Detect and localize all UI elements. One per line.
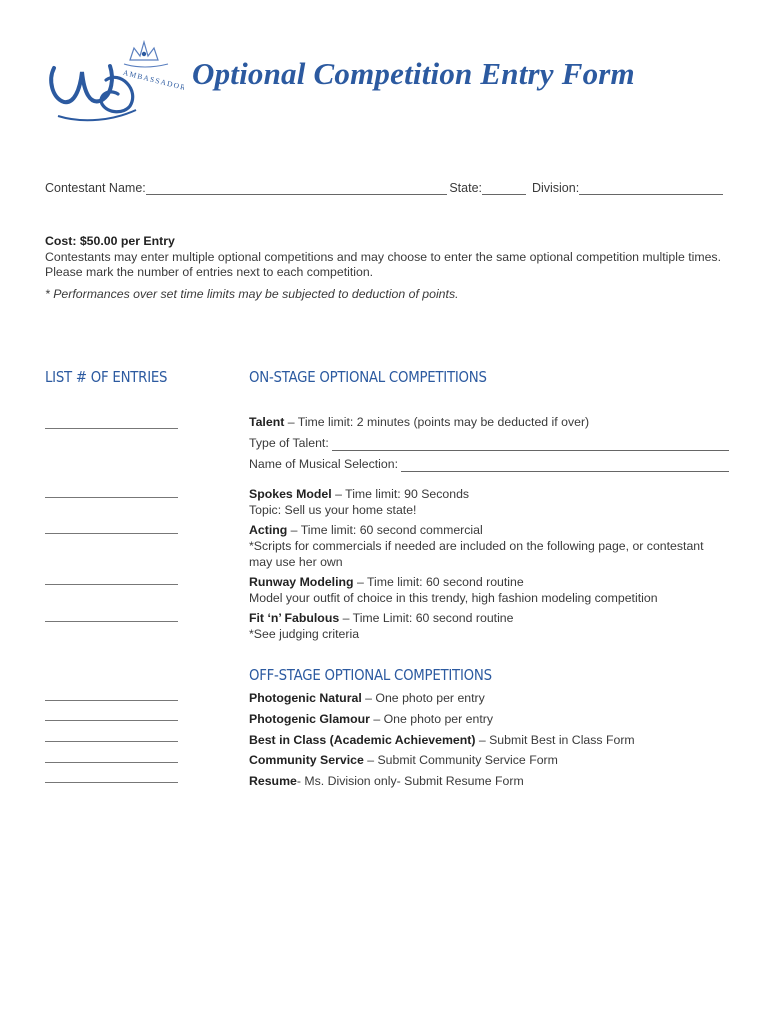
- spokes-model-name: Spokes Model: [249, 487, 332, 501]
- fit-n-fabulous-item: [249, 610, 729, 642]
- entry-field-community-service[interactable]: [45, 762, 178, 763]
- entry-field-runway-modeling[interactable]: [45, 584, 178, 585]
- entry-field-resume[interactable]: [45, 782, 178, 783]
- entry-field-best-in-class[interactable]: [45, 741, 178, 742]
- runway-modeling-detail: – Time limit: 60 second routine: [353, 575, 524, 589]
- talent-detail: – Time limit: 2 minutes (points may be deducted if over): [284, 415, 590, 429]
- runway-modeling-name: Runway Modeling: [249, 575, 354, 589]
- entry-field-acting[interactable]: [45, 533, 178, 534]
- ambassador-logo-icon: [44, 40, 184, 124]
- photogenic-glamour-item: [249, 711, 729, 727]
- best-in-class-detail: – Submit Best in Class Form: [475, 733, 635, 747]
- offstage-heading: OFF-STAGE OPTIONAL COMPETITIONS: [249, 666, 492, 684]
- fit-n-fabulous-note: *See judging criteria: [249, 627, 360, 641]
- description-text: Contestants may enter multiple optional competitions and may choose to enter the same optional competition multiple times. Please mark the number of entries next to each competition.: [45, 249, 721, 279]
- spokes-model-detail: – Time limit: 90 Seconds: [331, 487, 470, 501]
- state-label: State:: [449, 181, 482, 195]
- logo: [44, 40, 184, 124]
- runway-modeling-item: [249, 574, 729, 606]
- resume-name: Resume: [249, 774, 297, 788]
- photogenic-natural-item: [249, 690, 729, 706]
- community-service-item: [249, 752, 729, 768]
- acting-name: Acting: [249, 523, 288, 537]
- type-of-talent-label: Type of Talent:: [249, 436, 329, 450]
- photogenic-glamour-name: Photogenic Glamour: [249, 712, 370, 726]
- entry-field-spokes-model[interactable]: [45, 497, 178, 498]
- acting-note: *Scripts for commercials if needed are included on the following page, or contestant may use her own: [249, 539, 704, 569]
- logo-text: AMBASSADOR: [122, 67, 184, 93]
- cost-text: Cost: $50.00 per Entry: [45, 234, 175, 248]
- division-label: Division:: [531, 181, 580, 195]
- photogenic-natural-name: Photogenic Natural: [249, 691, 362, 705]
- talent-item: [249, 414, 729, 472]
- page-title: Optional Competition Entry Form: [192, 56, 635, 91]
- onstage-heading: ON-STAGE OPTIONAL COMPETITIONS: [249, 368, 487, 386]
- entry-field-photogenic-glamour[interactable]: [45, 720, 178, 721]
- entries-heading: LIST # OF ENTRIES: [45, 368, 168, 386]
- photogenic-natural-detail: – One photo per entry: [361, 691, 485, 705]
- state-field[interactable]: [482, 182, 526, 195]
- spokes-model-item: [249, 486, 729, 518]
- runway-modeling-note: Model your outfit of choice in this trendy, high fashion modeling competition: [249, 591, 658, 605]
- contestant-name-field[interactable]: [146, 182, 448, 195]
- resume-detail: - Ms. Division only- Submit Resume Form: [296, 774, 524, 788]
- community-service-name: Community Service: [249, 753, 364, 767]
- musical-selection-field[interactable]: [401, 459, 729, 472]
- intro: [45, 234, 730, 302]
- resume-item: [249, 773, 729, 789]
- entry-field-photogenic-natural[interactable]: [45, 700, 178, 701]
- fit-n-fabulous-detail: – Time Limit: 60 second routine: [339, 611, 514, 625]
- community-service-detail: – Submit Community Service Form: [363, 753, 558, 767]
- fit-n-fabulous-name: Fit ‘n’ Fabulous: [249, 611, 340, 625]
- note-text: * Performances over set time limits may be subjected to deduction of points.: [45, 286, 459, 301]
- musical-selection-label: Name of Musical Selection:: [249, 457, 398, 471]
- entry-field-fit-n-fabulous[interactable]: [45, 621, 178, 622]
- best-in-class-name: Best in Class (Academic Achievement): [249, 733, 476, 747]
- division-field[interactable]: [579, 182, 723, 195]
- type-of-talent-field[interactable]: [332, 438, 729, 451]
- musical-selection-row: [249, 456, 729, 472]
- talent-name: Talent: [249, 415, 285, 429]
- best-in-class-item: [249, 732, 729, 748]
- spokes-model-topic: Topic: Sell us your home state!: [249, 503, 417, 517]
- photogenic-glamour-detail: – One photo per entry: [369, 712, 493, 726]
- entry-field-talent[interactable]: [45, 428, 178, 429]
- acting-detail: – Time limit: 60 second commercial: [287, 523, 483, 537]
- type-of-talent-row: [249, 435, 729, 451]
- acting-item: [249, 522, 729, 570]
- contestant-name-label: Contestant Name:: [45, 181, 146, 195]
- contestant-row: [45, 181, 725, 195]
